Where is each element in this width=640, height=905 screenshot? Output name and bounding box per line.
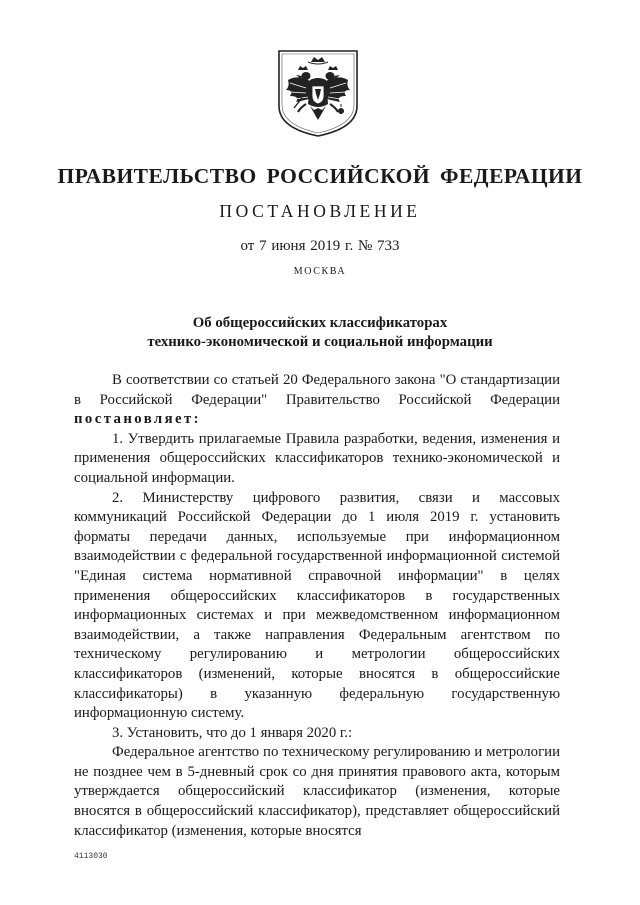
- government-title: ПРАВИТЕЛЬСТВО РОССИЙСКОЙ ФЕДЕРАЦИИ: [57, 164, 583, 188]
- paragraph-2: 2. Министерству цифрового развития, связи и массовых коммуникаций Российской Федерации до 1 июля 2019 г. установить форматы передачи данных, используемые при информационном взаимодействии с федеральной государственной информационной системой "Единая система нормативной справочной информации" в целях применения общероссийских классификаторов в государственных информационных системах и при межведомственном информационном взаимодействии, а также направления Федеральным агентством по техническому регулированию и метрологии общероссийских классификаторов (изменений, которые вносятся в общероссийские классификаторы) в указанную федеральную государственную информационную систему.: [74, 489, 560, 722]
- coat-of-arms-emblem: [276, 48, 360, 138]
- resolves-word: постановляет:: [74, 411, 201, 428]
- heading-line-2: технико-экономической и социальной информации: [147, 334, 493, 350]
- document-code: 4113030: [74, 852, 108, 861]
- paragraph-4: Федеральное агентство по техническому регулированию и метрологии не позднее чем в 5-дневный срок со дня принятия правового акта, которым утверждается общероссийский классификатор (изменения, которые вносятся в общероссийский классификатор), представляет общероссийский классификатор (изменения, которые вносятся: [74, 744, 560, 839]
- heading-line-1: Об общероссийских классификаторах: [192, 315, 448, 331]
- document-city: МОСКВА: [293, 266, 347, 277]
- intro-text: В соответствии со статьей 20 Федерального закона "О стандартизации в Российской Федерации" Правительство Российской Федерации: [74, 372, 560, 408]
- paragraph-1: 1. Утвердить прилагаемые Правила разработки, ведения, изменения и применения общероссийских классификаторов технико-экономической и социальной информации.: [74, 430, 560, 486]
- intro-paragraph: [74, 371, 560, 430]
- document-body: [74, 371, 560, 841]
- document-heading: [0, 314, 640, 352]
- document-date-number: от 7 июня 2019 г. № 733: [240, 238, 400, 254]
- paragraph-3: 3. Установить, что до 1 января 2020 г.:: [112, 724, 353, 741]
- document-type: ПОСТАНОВЛЕНИЕ: [219, 201, 421, 221]
